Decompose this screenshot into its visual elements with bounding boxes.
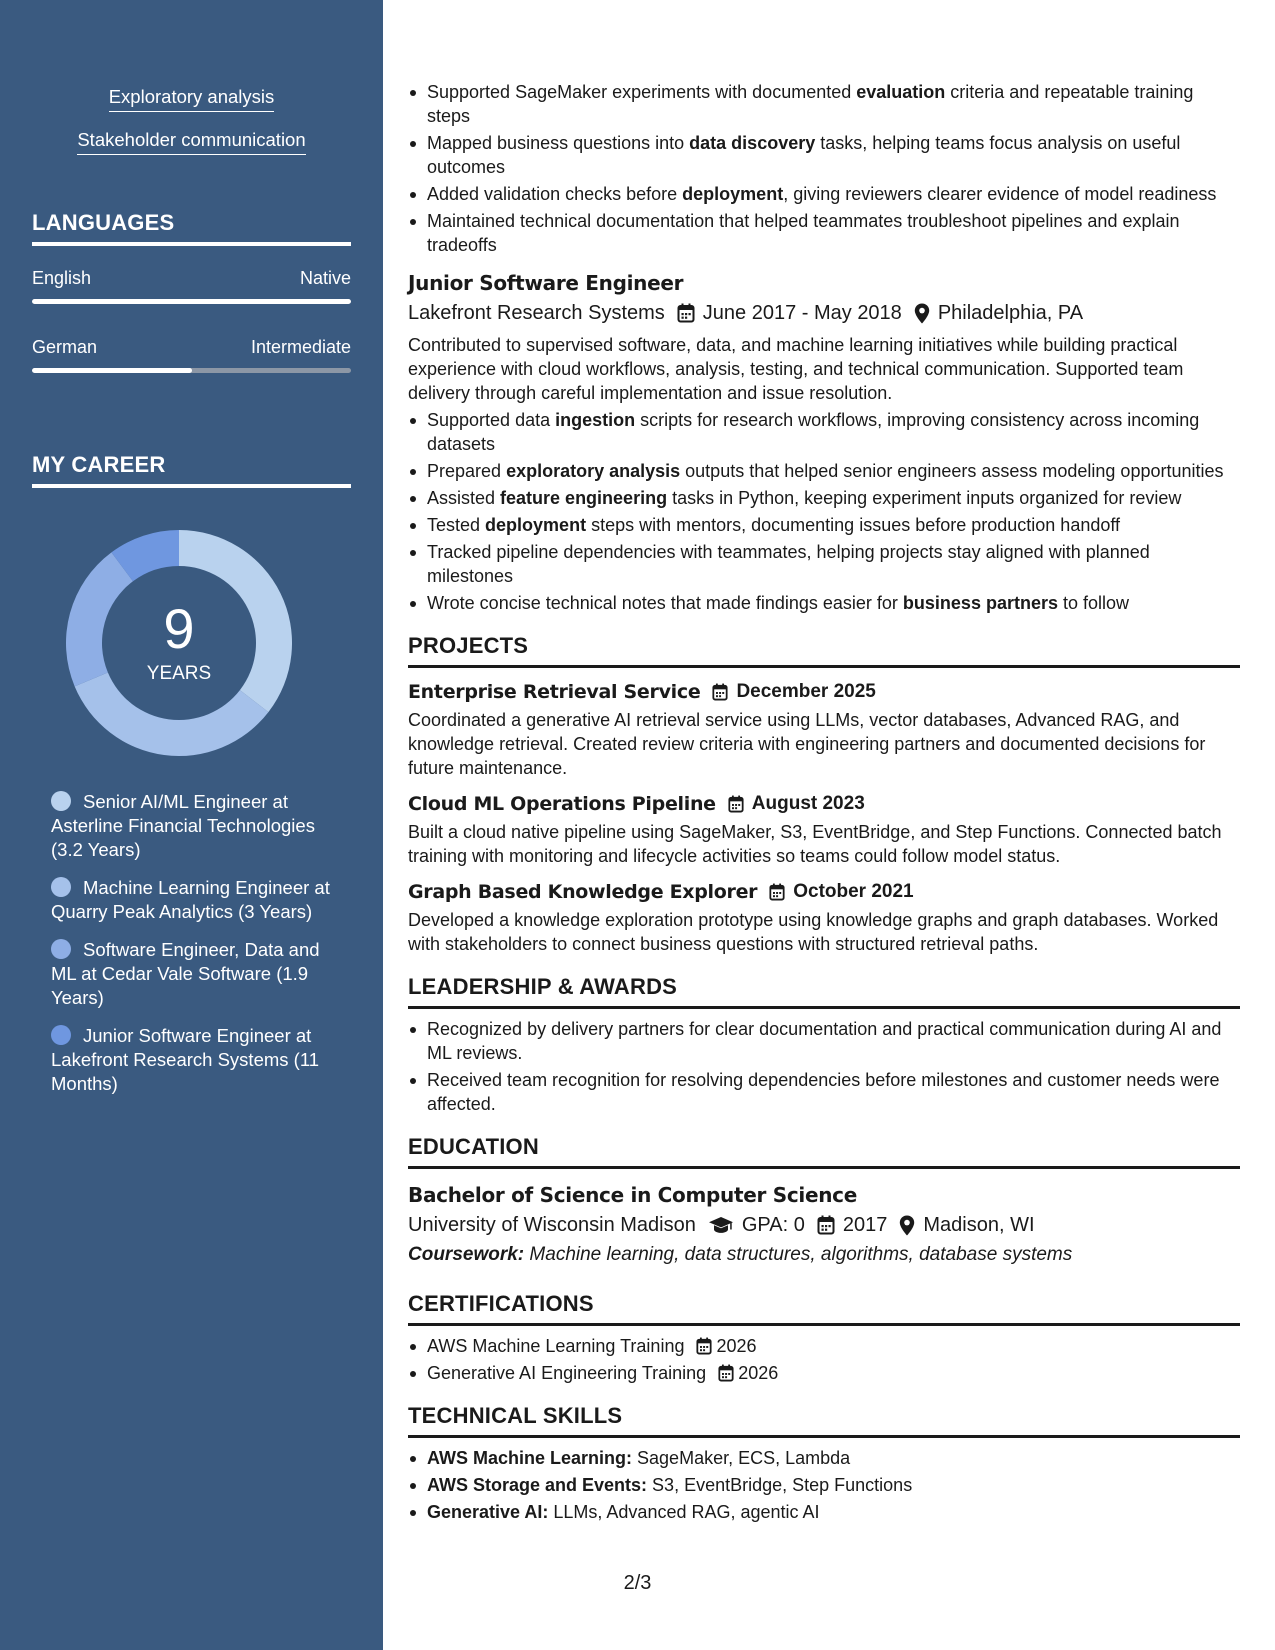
certification-item bbox=[408, 1334, 1240, 1358]
bullet-text: criteria and repeatable training steps bbox=[427, 82, 1194, 126]
education-gpa: GPA: 0 bbox=[741, 1214, 805, 1236]
bullet-text: Supported SageMaker experiments with documented bbox=[427, 82, 857, 102]
bullet-text: Prepared bbox=[427, 461, 507, 481]
bullet-text: Assisted bbox=[427, 488, 501, 508]
bullet-item bbox=[408, 80, 1240, 128]
legend-item bbox=[51, 1024, 336, 1096]
projects-heading: PROJECTS bbox=[408, 631, 1240, 668]
main-content bbox=[408, 80, 1240, 1527]
legend-label: Senior AI/ML Engineer at Asterline Financial Technologies (3.2 Years) bbox=[51, 791, 315, 860]
leadership-item: Received team recognition for resolving dependencies before milestones and customer needs were affected. bbox=[408, 1068, 1240, 1116]
education-year: 2017 bbox=[842, 1214, 888, 1236]
page-number: 2/3 bbox=[623, 1572, 652, 1594]
calendar-icon bbox=[728, 795, 744, 813]
bullet-keyword: exploratory analysis bbox=[506, 461, 681, 481]
skill-values: S3, EventBridge, Step Functions bbox=[647, 1475, 913, 1495]
job-title: Junior Software Engineer bbox=[408, 271, 684, 295]
language-bar-english bbox=[32, 299, 351, 304]
bullet-keyword: data discovery bbox=[689, 133, 816, 153]
project-description: Built a cloud native pipeline using SageMaker, S3, EventBridge, and Step Functions. Connected batch training with monitoring and lifecycle activities so teams could follow model status. bbox=[408, 822, 1222, 866]
bullet-item bbox=[408, 459, 1240, 483]
project-title-row bbox=[408, 678, 1240, 706]
project-title: Cloud ML Operations Pipeline bbox=[408, 793, 716, 815]
bullet-text: scripts for research workflows, improving consistency across incoming datasets bbox=[427, 410, 1200, 454]
leadership-item: Recognized by delivery partners for clear documentation and practical communication during AI and ML reviews. bbox=[408, 1017, 1240, 1065]
project-title-row bbox=[408, 878, 1240, 906]
language-bar-german bbox=[32, 368, 351, 373]
job-company: Lakefront Research Systems bbox=[408, 302, 665, 324]
language-name: German bbox=[32, 337, 98, 357]
bullet-item bbox=[408, 486, 1240, 510]
career-donut-center bbox=[66, 530, 292, 756]
skill-category: Generative AI: bbox=[427, 1502, 549, 1522]
bullet-item bbox=[408, 513, 1240, 537]
calendar-icon bbox=[817, 1215, 835, 1235]
job-bullets bbox=[408, 408, 1240, 615]
graduation-cap-icon bbox=[708, 1216, 734, 1234]
bullet-keyword: business partners bbox=[902, 593, 1058, 613]
language-level: Native bbox=[299, 268, 351, 288]
bullet-text: , giving reviewers clearer evidence of model readiness bbox=[783, 184, 1217, 204]
bullet-item bbox=[408, 182, 1240, 206]
language-bar-fill bbox=[32, 299, 351, 304]
bullet-keyword: ingestion bbox=[555, 410, 636, 430]
calendar-icon bbox=[769, 883, 785, 901]
certifications-list bbox=[408, 1334, 1240, 1385]
leadership-list bbox=[408, 1017, 1240, 1116]
legend-label: Software Engineer, Data and ML at Cedar Vale Software (1.9 Years) bbox=[51, 939, 320, 1008]
bullet-text: steps with mentors, documenting issues before production handoff bbox=[586, 515, 1121, 535]
calendar-icon bbox=[712, 683, 728, 701]
bullet-text: Maintained technical documentation that helped teammates troubleshoot pipelines and explain tradeoffs bbox=[427, 211, 1180, 255]
technical-skill-item bbox=[408, 1446, 1240, 1470]
certification-name: Generative AI Engineering Training bbox=[427, 1363, 707, 1383]
education-coursework bbox=[408, 1243, 1240, 1267]
skill-links bbox=[0, 86, 383, 155]
career-heading: MY CAREER bbox=[32, 452, 351, 488]
legend-label: Junior Software Engineer at Lakefront Research Systems (11 Months) bbox=[51, 1025, 320, 1094]
leadership-heading: LEADERSHIP & AWARDS bbox=[408, 972, 1240, 1009]
project-description: Coordinated a generative AI retrieval service using LLMs, vector databases, Advanced RAG, and knowledge retrieval. Created review criteria with engineering partners and documented decisions for future maintenance. bbox=[408, 710, 1206, 778]
legend-item bbox=[51, 938, 336, 1010]
technical-skill-item bbox=[408, 1473, 1240, 1497]
skill-values: SageMaker, ECS, Lambda bbox=[632, 1448, 851, 1468]
job-location: Philadelphia, PA bbox=[937, 302, 1084, 324]
career-donut-chart bbox=[66, 530, 292, 756]
project-date: August 2023 bbox=[751, 793, 865, 814]
previous-job-bullets bbox=[408, 80, 1240, 257]
certification-name: AWS Machine Learning Training bbox=[427, 1336, 685, 1356]
legend-label: Machine Learning Engineer at Quarry Peak Analytics (3 Years) bbox=[51, 877, 330, 922]
skill-category: AWS Storage and Events: bbox=[427, 1475, 648, 1495]
skill-values: LLMs, Advanced RAG, agentic AI bbox=[548, 1502, 820, 1522]
calendar-icon bbox=[718, 1364, 734, 1382]
legend-dot bbox=[51, 939, 71, 959]
bullet-text: outputs that helped senior engineers assess modeling opportunities bbox=[680, 461, 1224, 481]
project-description: Developed a knowledge exploration prototype using knowledge graphs and graph databases. Worked with stakeholders to connect business questions with structured retrieval paths. bbox=[408, 910, 1219, 954]
legend-dot bbox=[51, 791, 71, 811]
project-title: Graph Based Knowledge Explorer bbox=[408, 881, 758, 903]
bullet-item bbox=[408, 591, 1240, 615]
project-title-row bbox=[408, 790, 1240, 818]
bullet-keyword: deployment bbox=[485, 515, 587, 535]
bullet-item bbox=[408, 540, 1240, 588]
bullet-item bbox=[408, 209, 1240, 257]
career-years-unit: YEARS bbox=[146, 663, 212, 684]
language-name: English bbox=[32, 268, 92, 288]
bullet-item bbox=[408, 408, 1240, 456]
certifications-heading: CERTIFICATIONS bbox=[408, 1289, 1240, 1326]
technical-skills-heading: TECHNICAL SKILLS bbox=[408, 1401, 1240, 1438]
bullet-keyword: evaluation bbox=[856, 82, 946, 102]
sidebar bbox=[0, 0, 383, 1650]
certification-year: 2026 bbox=[716, 1336, 757, 1356]
language-level: Intermediate bbox=[250, 337, 351, 357]
map-pin-icon bbox=[914, 303, 930, 324]
education-school: University of Wisconsin Madison bbox=[408, 1214, 696, 1236]
certification-item bbox=[408, 1361, 1240, 1385]
skill-link-stakeholder-communication[interactable]: Stakeholder communication bbox=[77, 129, 305, 155]
calendar-icon bbox=[677, 303, 695, 323]
coursework-label: Coursework: bbox=[408, 1244, 525, 1265]
education-degree: Bachelor of Science in Computer Science bbox=[408, 1183, 857, 1207]
bullet-text: Tested bbox=[427, 515, 486, 535]
bullet-text: tasks, helping teams focus analysis on useful outcomes bbox=[427, 133, 1181, 177]
bullet-keyword: deployment bbox=[682, 184, 784, 204]
bullet-text: Tracked pipeline dependencies with teammates, helping projects stay aligned with planned milestones bbox=[427, 542, 1150, 586]
bullet-text: Wrote concise technical notes that made findings easier for bbox=[427, 593, 903, 613]
bullet-text: to follow bbox=[1057, 593, 1130, 613]
bullet-keyword: feature engineering bbox=[500, 488, 668, 508]
languages-heading: LANGUAGES bbox=[32, 210, 351, 246]
projects-list bbox=[408, 678, 1240, 956]
bullet-text: tasks in Python, keeping experiment inputs organized for review bbox=[667, 488, 1182, 508]
language-bar-fill bbox=[32, 368, 192, 373]
education-meta bbox=[408, 1211, 1240, 1239]
technical-skills-list bbox=[408, 1446, 1240, 1524]
legend-dot bbox=[51, 877, 71, 897]
map-pin-icon bbox=[899, 1215, 915, 1236]
project-title: Enterprise Retrieval Service bbox=[408, 681, 701, 703]
calendar-icon bbox=[696, 1337, 712, 1355]
bullet-text: Added validation checks before bbox=[427, 184, 683, 204]
career-years-number: 9 bbox=[163, 597, 195, 660]
job-summary: Contributed to supervised software, data, and machine learning initiatives while building practical experience with cloud workflows, analysis, testing, and technical communication. Supported team delivery through careful implementation and issue resolution. bbox=[408, 335, 1184, 403]
coursework-text: Machine learning, data structures, algorithms, database systems bbox=[524, 1244, 1073, 1265]
legend-item bbox=[51, 876, 336, 924]
job-meta bbox=[408, 299, 1240, 327]
job-dates: June 2017 - May 2018 bbox=[702, 302, 902, 324]
legend-dot bbox=[51, 1025, 71, 1045]
project-date: December 2025 bbox=[736, 681, 876, 702]
bullet-text: Supported data bbox=[427, 410, 556, 430]
career-legend bbox=[51, 790, 336, 1110]
project-date: October 2021 bbox=[793, 881, 914, 902]
education-heading: EDUCATION bbox=[408, 1132, 1240, 1169]
language-row-english bbox=[32, 268, 351, 289]
technical-skill-item bbox=[408, 1500, 1240, 1524]
legend-item bbox=[51, 790, 336, 862]
certification-year: 2026 bbox=[738, 1363, 779, 1383]
bullet-item bbox=[408, 131, 1240, 179]
bullet-text: Mapped business questions into bbox=[427, 133, 690, 153]
skill-category: AWS Machine Learning: bbox=[427, 1448, 633, 1468]
language-row-german bbox=[32, 337, 351, 358]
education-location: Madison, WI bbox=[923, 1214, 1035, 1236]
skill-link-exploratory-analysis[interactable]: Exploratory analysis bbox=[109, 86, 275, 112]
